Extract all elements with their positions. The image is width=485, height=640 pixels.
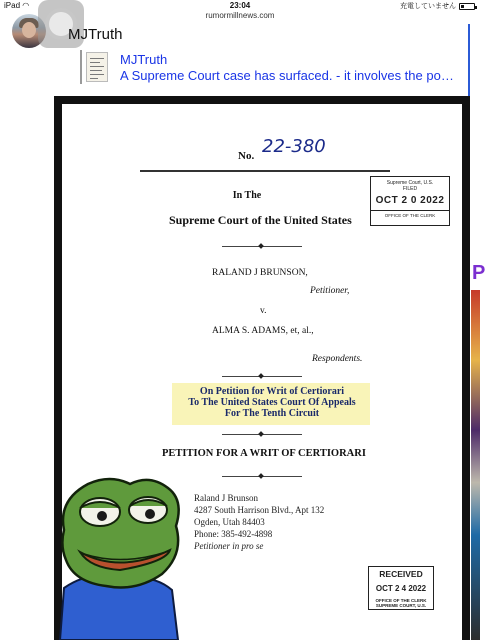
versus: v. (260, 306, 267, 316)
device-label: iPad ◠ (4, 1, 30, 10)
case-number: 22-380 (262, 136, 326, 157)
address-note: Petitioner in pro se (194, 541, 264, 551)
side-peek-letter: P (472, 262, 485, 284)
link-description[interactable]: A Supreme Court case has surfaced. - it involves the po… (120, 68, 454, 83)
address-phone: Phone: 385-492-4898 (194, 529, 273, 539)
pepe-frog-sticker (50, 470, 190, 640)
received-stamp: RECEIVED OCT 2 4 2022 OFFICE OF THE CLERK SUPREME COURT, U.S. (368, 566, 434, 610)
case-number-label: No. (238, 150, 255, 162)
username[interactable]: MJTruth (68, 26, 123, 43)
section-divider (222, 246, 302, 247)
clock: 23:04 (229, 1, 251, 10)
address-street: 4287 South Harrison Blvd., Apt 132 (194, 505, 325, 515)
rule-line (140, 170, 390, 172)
in-the: In The (232, 190, 262, 201)
petition-title: PETITION FOR A WRIT OF CERTIORARI (162, 448, 366, 459)
link-title[interactable]: MJTruth (120, 52, 168, 67)
section-divider (222, 434, 302, 435)
url-bar[interactable]: rumormillnews.com (205, 11, 275, 20)
section-divider (222, 376, 302, 377)
link-thumbnail[interactable] (86, 52, 108, 82)
filed-stamp: Supreme Court, U.S. FILED OCT 2 0 2022 OFFICE OF THE CLERK (370, 176, 450, 226)
petition-line: On Petition for Writ of Certiorari (199, 386, 345, 397)
address-city: Ogden, Utah 84403 (194, 517, 265, 527)
respondent-name: ALMA S. ADAMS, et, al., (212, 326, 314, 336)
wifi-icon: ◠ (22, 1, 30, 10)
battery-icon (459, 3, 475, 10)
respondent-role: Respondents. (312, 354, 363, 364)
petition-line: For The Tenth Circuit (224, 408, 320, 419)
court-name: Supreme Court of the United States (169, 213, 352, 227)
petition-line: To The United States Court Of Appeals (188, 397, 356, 408)
petitioner-name: RALAND J BRUNSON, (212, 268, 308, 278)
petitioner-role: Petitioner, (310, 286, 350, 296)
address-name: Raland J Brunson (194, 493, 258, 503)
quote-bar (80, 50, 82, 84)
section-divider (222, 476, 302, 477)
charging-status: 充電していません (400, 3, 456, 10)
side-peek-image[interactable] (471, 290, 480, 640)
